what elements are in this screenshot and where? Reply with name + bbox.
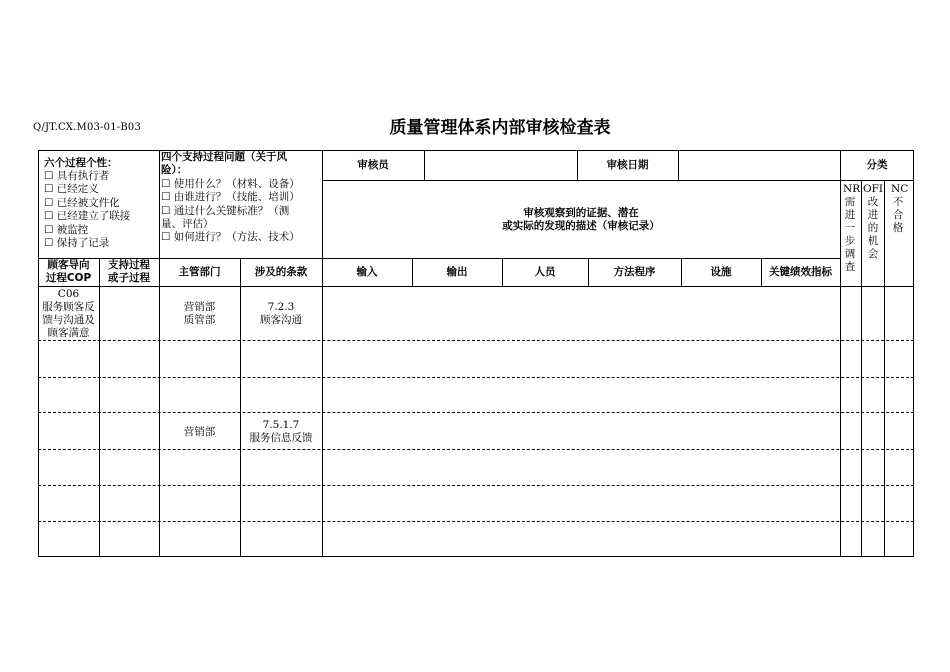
col-line-auditor-value [424,150,425,181]
row2-department: 营销部 [183,426,216,438]
row1-cop: C06 [57,288,80,300]
column-header-subprocess-line2: 或子过程 [108,272,150,284]
nr-label-char: 进 [844,209,856,221]
row2-clause: 7.5.1.7 [262,419,300,431]
nc-label-char: NC [891,183,909,195]
auditor-label: 审核员 [357,159,389,171]
nr-label-char: 需 [844,196,856,208]
nc-label-char: 合 [892,209,904,221]
table-border-left [38,150,39,557]
row-separator-3 [38,412,914,413]
column-header-department: 主管部门 [178,266,221,278]
six-process-item: ☐ 具有执行者 [44,170,110,182]
row1-department-line2: 质管部 [183,314,216,326]
ofi-label-char: 会 [867,248,879,260]
column-header-input: 输入 [356,266,378,278]
row1-cop-line3: 馈与沟通及 [42,314,95,326]
four-support-item: ☐ 由谁进行？（技能、培训） [161,191,300,203]
ofi-label-char: 改 [867,196,879,208]
row1-department: 营销部 [183,301,216,313]
col-line-1 [99,258,100,557]
row-separator-5 [38,485,914,486]
four-support-item: ☐ 如何进行？（方法、技术） [161,231,300,243]
four-support-item: ☐ 通过什么关键标准？（测 [161,205,290,217]
four-support-title-cont: 险）： [161,164,188,176]
col-line-category [840,150,841,557]
col-line-date-value [678,150,679,181]
six-process-item: ☐ 已经建立了联接 [44,210,131,222]
six-process-item: ☐ 已经被文件化 [44,197,120,209]
table-border-bottom [38,556,914,557]
ofi-label-char: 进 [867,209,879,221]
nc-label-char: 不 [892,196,904,208]
row2-clause-line2: 服务信息反馈 [249,432,313,444]
audit-date-label: 审核日期 [606,159,649,171]
row1-clause-line2: 顾客沟通 [260,314,302,326]
nr-label-char: 步 [844,235,856,247]
column-header-people: 人员 [534,266,556,278]
column-header-cop-line2: 过程COP [45,272,92,284]
column-header-facility: 设施 [710,266,732,278]
six-process-item: ☐ 保持了记录 [44,237,110,249]
column-header-subprocess: 支持过程 [108,259,150,271]
ofi-label-char: 机 [867,235,879,247]
six-process-title: 六个过程个性： [44,157,118,169]
ofi-label-char: OFI [862,183,884,195]
six-process-item: ☐ 已经定义 [44,183,99,195]
four-support-title: 四个支持过程问题（关于风 [161,151,287,163]
row-separator-4 [38,449,914,450]
col-line-2 [159,150,160,557]
column-header-clause: 涉及的条款 [254,266,308,278]
table-border-right [913,150,914,557]
nr-label-char: 一 [844,222,856,234]
row-line-auditor [322,180,840,181]
row-separator-2 [38,377,914,378]
column-header-output: 输出 [446,266,468,278]
row1-clause: 7.2.3 [267,301,295,313]
col-line-ofi [884,180,885,557]
evidence-description-line1: 审核观察到的证据、潜在 [523,207,639,219]
page-title: 质量管理体系内部审核检查表 [389,118,611,138]
evidence-description-line2: 或实际的发现的描述（审核记录） [502,220,660,232]
four-support-item: 量、评估） [161,218,214,230]
row-separator-1 [38,340,914,341]
six-process-item: ☐ 被监控 [44,224,89,236]
document-code: Q/JT.CX.M03-01-B03 [33,122,142,133]
ofi-label-char: 的 [867,222,879,234]
nc-label-char: 格 [892,222,904,234]
row-line-category [840,180,914,181]
nr-label-char: NR [843,183,861,195]
nr-label-char: 调 [844,248,856,260]
row-separator-6 [38,521,914,522]
column-header-cop: 顾客导向 [47,259,90,271]
row1-cop-line4: 顾客满意 [47,327,90,339]
nr-label-char: 查 [844,261,856,273]
category-label: 分类 [866,159,888,171]
row1-cop-line2: 服务顾客反 [42,301,95,313]
column-header-method: 方法程序 [613,266,656,278]
four-support-item: ☐ 使用什么？（材料、设备） [161,178,300,190]
column-header-kpi: 关键绩效指标 [769,266,832,278]
row-line-columns-right [840,286,914,287]
col-line-nr [861,180,862,557]
